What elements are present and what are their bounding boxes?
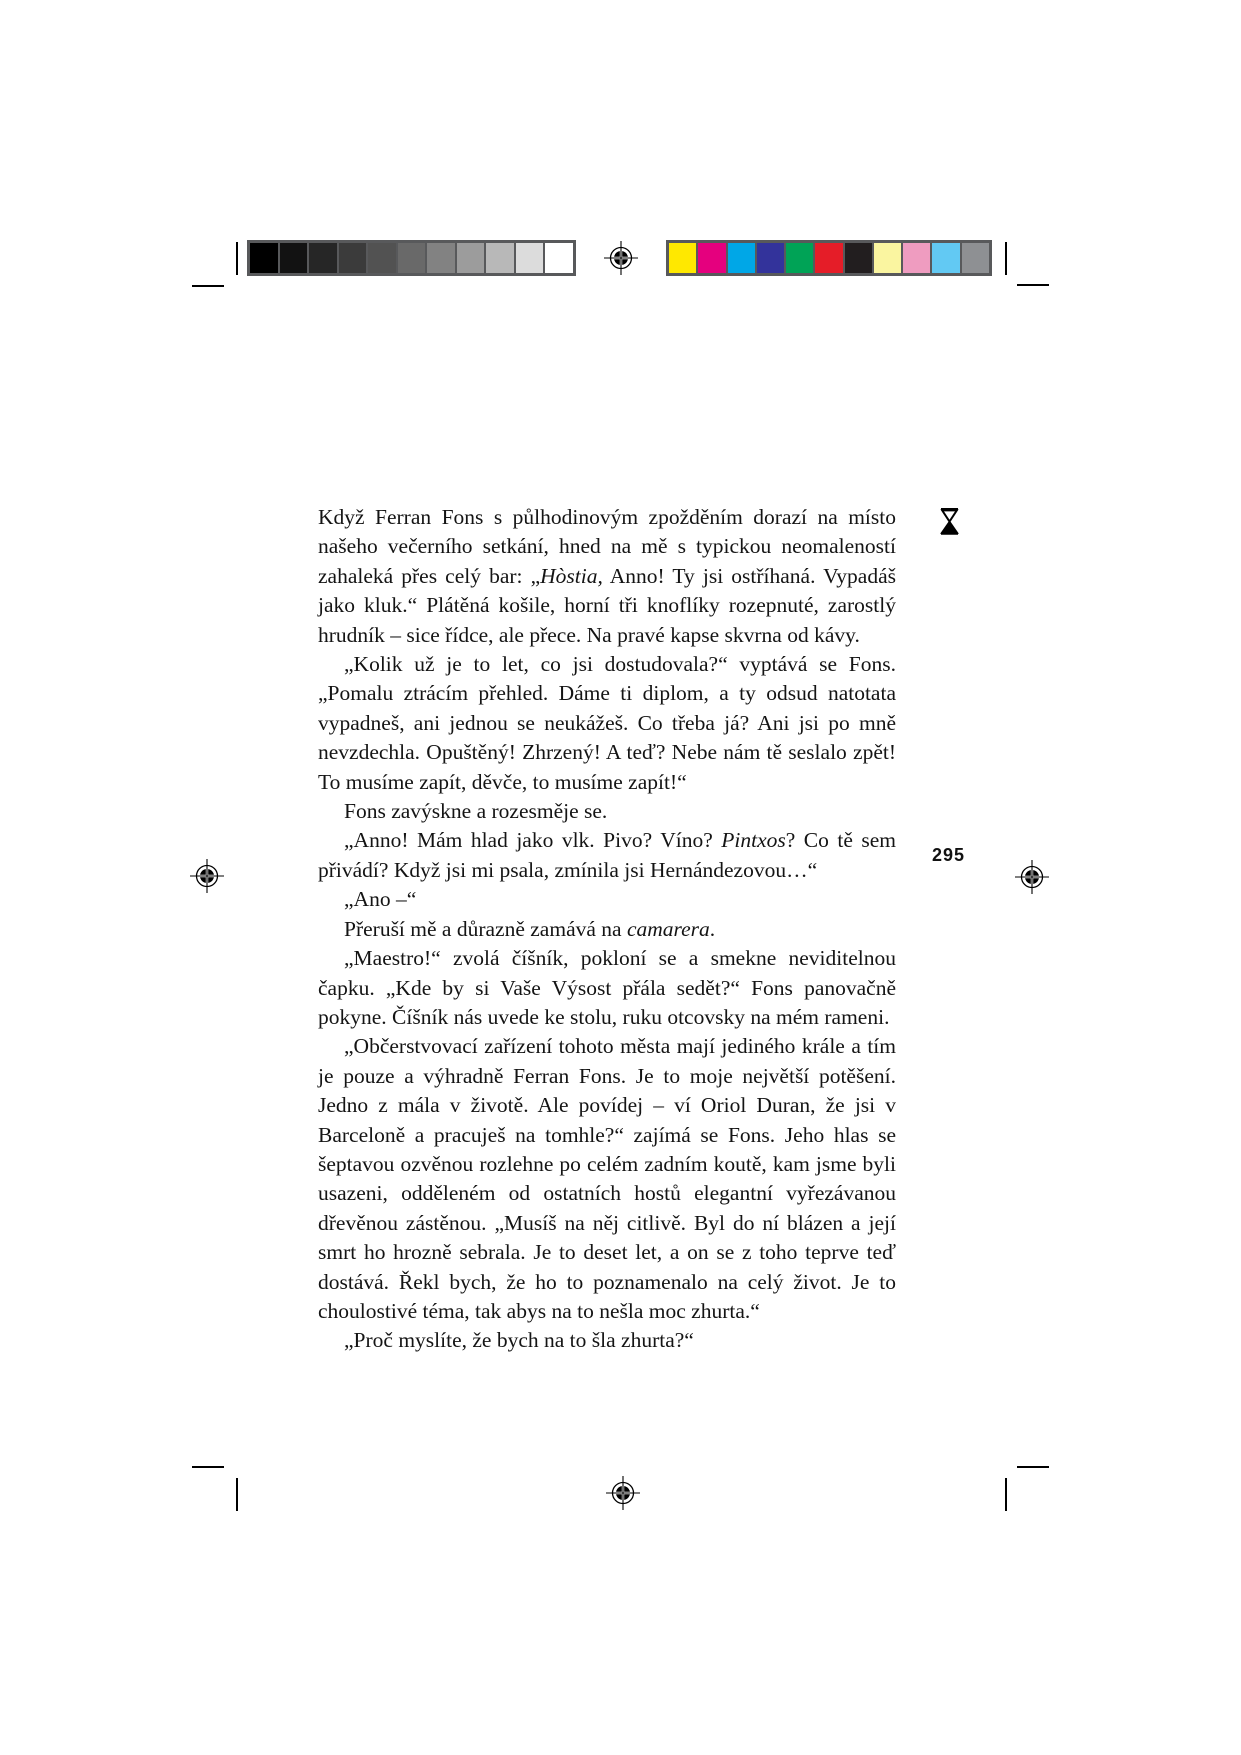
paragraph: [318, 503, 896, 650]
paragraph: [318, 1326, 896, 1355]
registration-mark-icon: [190, 859, 224, 893]
text-run: „Ano –“: [344, 887, 417, 912]
italic-text: camarera: [626, 916, 710, 941]
hourglass-icon: [939, 508, 960, 535]
color-calibration-bar: [666, 240, 992, 276]
grayscale-swatch: [516, 243, 544, 273]
crop-mark: [1005, 242, 1007, 275]
paragraph: [318, 797, 896, 826]
grayscale-swatch: [398, 243, 426, 273]
color-swatch: [669, 243, 696, 273]
text-run: Přeruší mě a důrazně zamává na: [344, 916, 627, 941]
color-swatch: [932, 243, 959, 273]
grayscale-swatch: [309, 243, 337, 273]
grayscale-swatch: [545, 243, 573, 273]
text-run: „Občerstvovací zařízení tohoto města mají jediného krále a tím je pouze a výhradně Ferran Fons. Je to moje největší potěšení. Jedno z mála v životě. Ale povídej – ví Oriol Duran, že jsi v Barceloně a pracuješ na tomhle?“ zajímá se Fons. Jeho hlas se šeptavou ozvěnou rozlehne po celém zadním koutě, kam jsme byli usazeni, odděleném od ostatních hostů elegantní vyřezávanou dřevěnou zástěnou. „Musíš na něj citlivě. Byl do ní blázen a její smrt ho hrozně sebrala. Je to deset let, a on se z toho teprve teď dostává. Řekl bych, že ho to poznamenalo na celý život. Je to choulostivé téma, tak abys na to nešla moc zhurta.“: [318, 1034, 896, 1323]
crop-mark: [236, 1478, 238, 1511]
text-run: ? Co tě sem přivádí? Když jsi mi psala, zmínila jsi Hernándezovou…“: [318, 828, 896, 882]
color-swatch: [962, 243, 989, 273]
color-swatch: [698, 243, 725, 273]
grayscale-swatch: [368, 243, 396, 273]
italic-text: Hòstia,: [540, 563, 603, 588]
grayscale-swatch: [486, 243, 514, 273]
crop-mark: [236, 242, 238, 275]
grayscale-calibration-bar: [247, 240, 576, 276]
italic-text: Pintxos: [721, 828, 786, 853]
text-run: Anno! Ty jsi ostříhaná. Vypadáš jako kluk.“ Plátěná košile, horní tři knoflíky rozepnuté, zarostlý hrudník – sice řídce, ale přece. Na pravé kapse skvrna od kávy.: [318, 563, 896, 647]
grayscale-swatch: [339, 243, 367, 273]
text-run: „Anno! Mám hlad jako vlk. Pivo? Víno?: [344, 828, 722, 853]
crop-mark: [192, 285, 224, 287]
paragraph: [318, 944, 896, 1032]
paragraph: [318, 1032, 896, 1326]
grayscale-swatch: [457, 243, 485, 273]
grayscale-swatch: [250, 243, 278, 273]
color-swatch: [728, 243, 755, 273]
color-swatch: [757, 243, 784, 273]
color-swatch: [845, 243, 872, 273]
color-swatch: [903, 243, 930, 273]
paragraph: [318, 650, 896, 797]
paragraph: [318, 885, 896, 914]
registration-mark-icon: [1015, 860, 1049, 894]
text-run: „Proč myslíte, že bych na to šla zhurta?“: [344, 1328, 694, 1353]
text-run: Když Ferran Fons s půlhodinovým zpožděním dorazí na místo našeho večerního setkání, hned na mě s typickou neomaleností zahaleká přes celý bar: „: [318, 505, 896, 588]
grayscale-swatch: [280, 243, 308, 273]
registration-mark-icon: [604, 241, 638, 275]
text-run: .: [709, 916, 716, 941]
grayscale-swatch: [427, 243, 455, 273]
text-run: „Kolik už je to let, co jsi dostudovala?“ vyptává se Fons. „Pomalu ztrácím přehled. Dáme ti diplom, a ty odsud natotata vypadneš, ani jednou se neukážeš. Co třeba já? Ani jsi po mně nevzdechla. Opuštěný! Zhrzený! A teď? Nebe nám tě seslalo zpět! To musíme zapít, děvče, to musíme zapít!“: [318, 652, 896, 794]
text-run: „Maestro!“ zvolá číšník, pokloní se a smekne neviditelnou čapku. „Kde by si Vaše Výsost přála sedět?“ Fons panovačně pokyne. Číšník nás uvede ke stolu, ruku otcovsky na mém rameni.: [318, 946, 896, 1029]
text-run: Fons zavýskne a rozesměje se.: [344, 799, 608, 824]
color-swatch: [815, 243, 842, 273]
registration-mark-icon: [606, 1476, 640, 1510]
color-swatch: [874, 243, 901, 273]
crop-mark: [1017, 1466, 1049, 1468]
crop-mark: [1005, 1478, 1007, 1511]
color-swatch: [786, 243, 813, 273]
crop-mark: [1017, 284, 1049, 286]
paragraph: [318, 915, 896, 944]
paragraph: [318, 826, 896, 885]
page-number: 295: [932, 845, 966, 865]
crop-mark: [192, 1466, 224, 1468]
body-text: [318, 503, 896, 1356]
